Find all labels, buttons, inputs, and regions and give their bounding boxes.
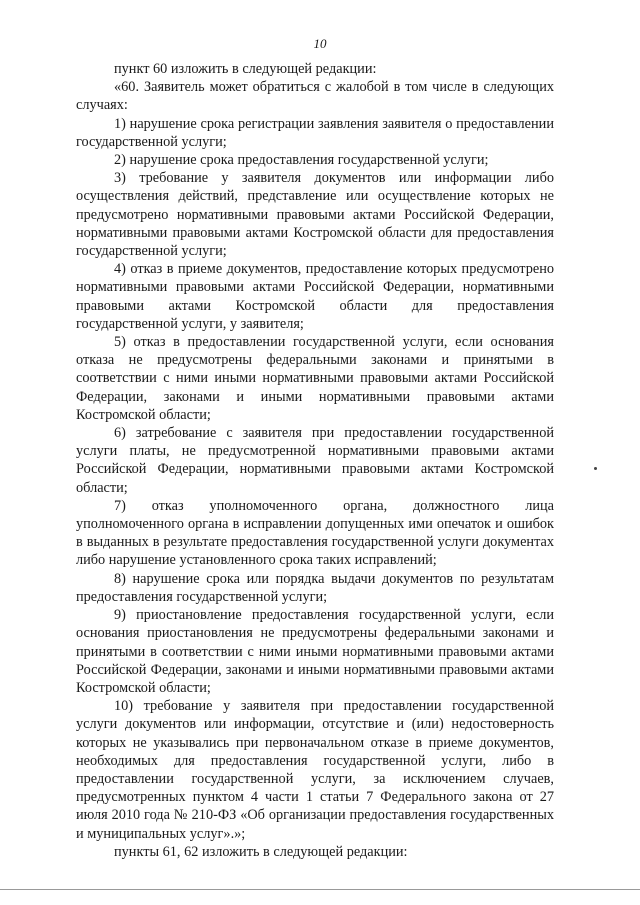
paragraph-item-9: 9) приостановление предоставления государственной услуги, если основания приостановления не предусмотрены федеральными законами и принятыми в соответствии с ними иными нормативными правовыми актами Российской Федерации, законами и иными нормативными правовыми актами Костромской области; [76, 607, 554, 696]
paragraph-item-10: 10) требование у заявителя при предоставлении государственной услуги документов или информации, отсутствие и (или) недостоверность которых не указывались при первоначальном отказе в приеме документов, необходимых для предоставления государственной услуги, либо в предоставлении государственной услуги, за исключением случаев, предусмотренных пунктом 4 части 1 статьи 7 Федерального закона от 27 июля 2010 года № 210-ФЗ «Об организации предоставления государственных и муниципальных услуг».»; [76, 698, 554, 842]
paragraph-item-8: 8) нарушение срока или порядка выдачи документов по результатам предоставления государственной услуги; [76, 570, 554, 605]
paragraph-item-2: 2) нарушение срока предоставления государственной услуги; [114, 152, 489, 169]
paragraph-item-7: 7) отказ уполномоченного органа, должностного лица уполномоченного органа в исправлении допущенных ими опечаток и ошибок в выданных в результате предоставления государственной услуги документах либо нарушение установленного срока таких исправлений; [76, 497, 554, 569]
page-number: 10 [313, 36, 327, 51]
paragraph-item-5: 5) отказ в предоставлении государственной услуги, если основания отказа не предусмотрены федеральными законами и принятыми в соответствии с ними иными нормативными правовыми актами Российской Федерации, законами и иными нормативными правовыми актами Костромской области; [76, 334, 554, 423]
paragraph-item-3: 3) требование у заявителя документов или информации либо осуществления действий, представление или осуществление которых не предусмотрено нормативными правовыми актами Российской Федерации, нормативными правовыми актами Костромской области для предоставления государственной услуги; [76, 170, 554, 260]
paragraph-item-4: 4) отказ в приеме документов, предоставление которых предусмотрено нормативными правовыми актами Российской Федерации, нормативными правовыми актами Костромской области для предоставления государственной услуги, у заявителя; [76, 261, 554, 332]
document-body [76, 60, 554, 861]
scan-speck [594, 467, 597, 470]
scan-edge-line [0, 889, 640, 890]
paragraph-item-6: 6) затребование с заявителя при предоставлении государственной услуги платы, не предусмотренной нормативными правовыми актами Российской Федерации, нормативными правовыми актами Костромской области; [76, 425, 554, 496]
paragraph-amend-61-62: пункты 61, 62 изложить в следующей редакции: [114, 843, 408, 860]
paragraph-60-intro: «60. Заявитель может обратиться с жалобой в том числе в следующих случаях: [76, 79, 554, 114]
paragraph-amend-60: пункт 60 изложить в следующей редакции: [114, 61, 377, 77]
paragraph-item-1: 1) нарушение срока регистрации заявления заявителя о предоставлении государственной услуги; [76, 115, 554, 150]
